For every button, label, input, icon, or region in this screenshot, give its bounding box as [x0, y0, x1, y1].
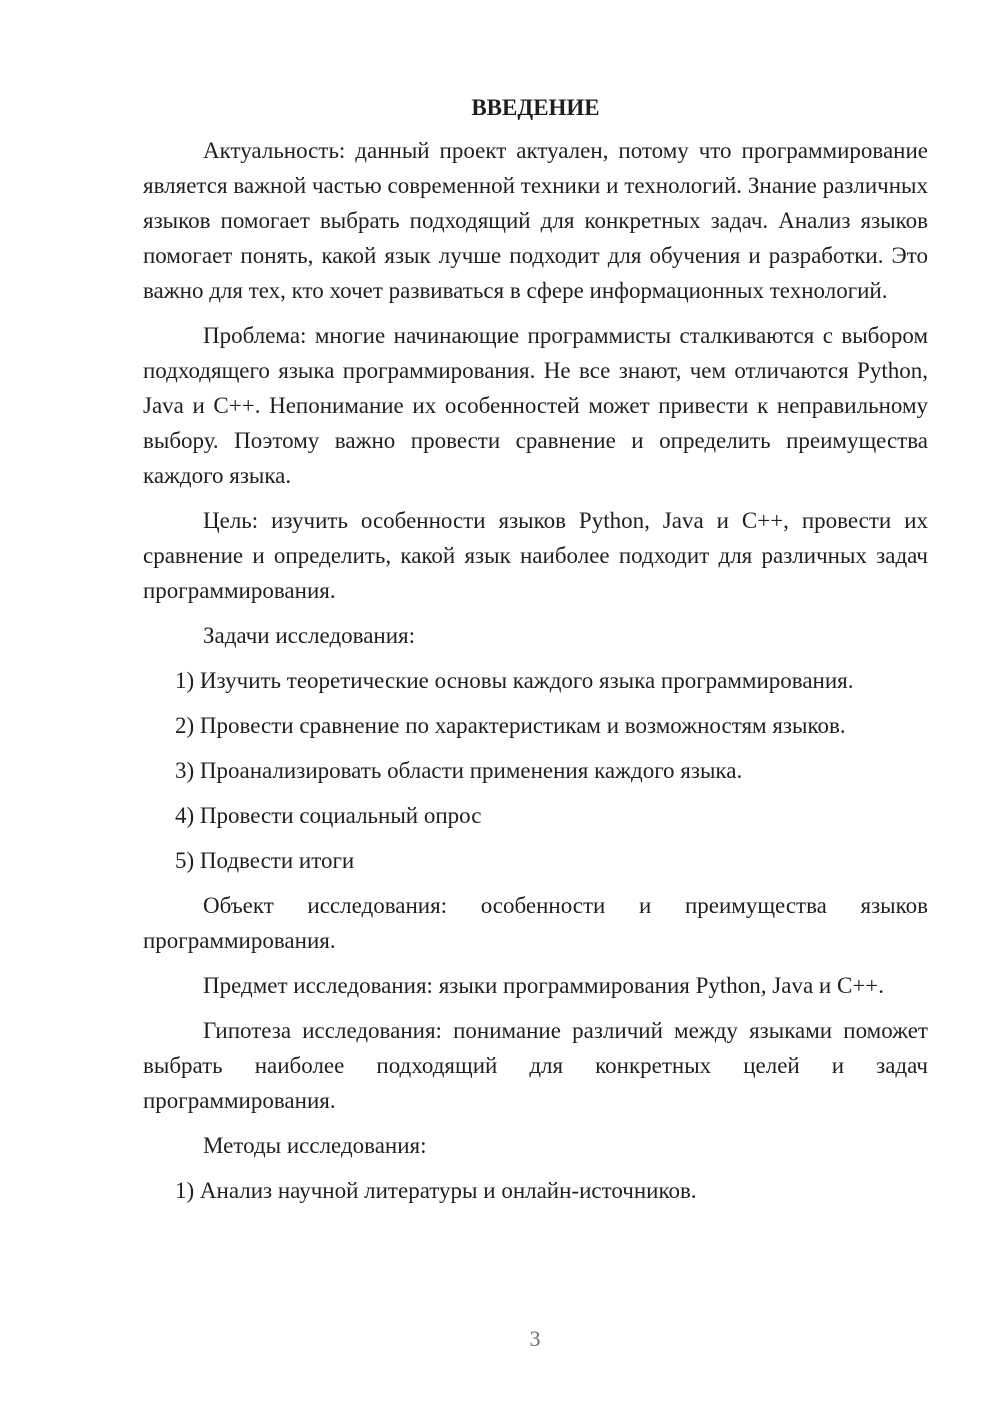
page-number: 3: [529, 1326, 541, 1351]
document-page: [143, 90, 928, 1218]
task-item: 3) Проанализировать области применения каждого языка.: [175, 758, 743, 783]
hypothesis-paragraph: Гипотеза исследования: понимание различий между языками поможет выбрать наиболее подходящий для конкретных целей и задач программирования.: [143, 1018, 928, 1113]
tasks-heading: Задачи исследования:: [203, 623, 416, 648]
subject-paragraph: Предмет исследования: языки программирования Python, Java и C++.: [203, 973, 885, 998]
task-item: 5) Подвести итоги: [175, 848, 355, 873]
goal-paragraph: Цель: изучить особенности языков Python, Java и C++, провести их сравнение и определить, какой язык наиболее подходит для различных задач программирования.: [143, 508, 928, 603]
task-item: 4) Провести социальный опрос: [175, 803, 482, 828]
task-item: 1) Изучить теоретические основы каждого языка программирования.: [175, 668, 854, 693]
object-paragraph: Объект исследования: особенности и преимущества языков программирования.: [143, 893, 928, 953]
task-item: 2) Провести сравнение по характеристикам и возможностям языков.: [175, 713, 846, 738]
page-title: ВВЕДЕНИЕ: [471, 95, 600, 120]
relevance-paragraph: Актуальность: данный проект актуален, потому что программирование является важной частью современной техники и технологий. Знание различных языков помогает выбрать подходящий для конкретных задач. Анализ языков помогает понять, какой язык лучше подходит для обучения и разработки. Это важно для тех, кто хочет развиваться в сфере информационных технологий.: [143, 138, 928, 303]
methods-heading: Методы исследования:: [203, 1133, 427, 1158]
method-item: 1) Анализ научной литературы и онлайн-источников.: [175, 1178, 697, 1203]
problem-paragraph: Проблема: многие начинающие программисты сталкиваются с выбором подходящего языка программирования. Не все знают, чем отличаются Python, Java и C++. Непонимание их особенностей может привести к неправильному выбору. Поэтому важно провести сравнение и определить преимущества каждого языка.: [143, 323, 928, 488]
